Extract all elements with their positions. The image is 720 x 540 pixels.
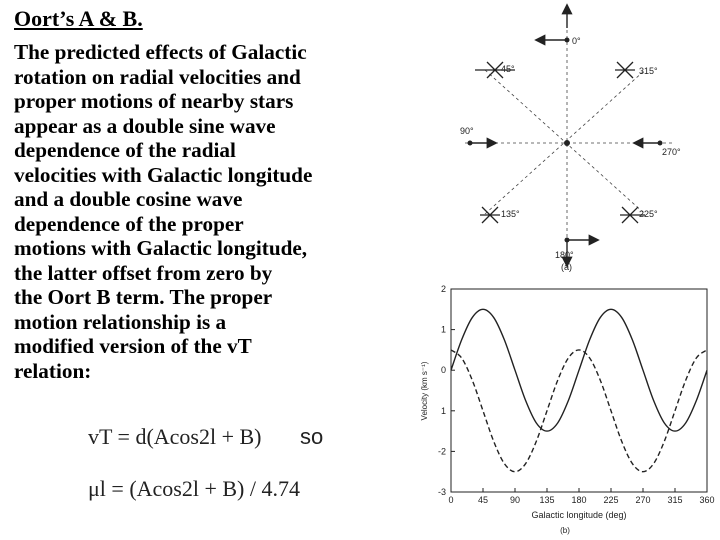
body-line: modified version of the vT: [14, 334, 252, 358]
label-0: 0°: [572, 36, 581, 46]
star-270-dot: [658, 141, 663, 146]
body-line: dependence of the radial: [14, 138, 236, 162]
x-tick-label: 225: [603, 495, 619, 505]
label-45: 45°: [501, 64, 515, 74]
label-180: 180°: [555, 250, 574, 260]
x-tick-label: 180: [571, 495, 587, 505]
star-0-dot: [565, 38, 570, 43]
velocity-chart: [415, 275, 715, 537]
panel-label-b: (b): [560, 526, 570, 535]
label-315: 315°: [639, 66, 658, 76]
y-tick-label: 1: [440, 405, 446, 416]
body-line: The predicted effects of Galactic: [14, 40, 307, 64]
x-tick-label: 0: [448, 495, 454, 505]
vt-equation: vT = d(Acos2l + B): [88, 424, 262, 449]
body-line: rotation on radial velocities and: [14, 64, 301, 89]
x-tick-label: 315: [667, 495, 683, 505]
body-line: velocities with Galactic longitude: [14, 162, 313, 187]
plot-frame: [451, 289, 707, 492]
body-line: dependence of the proper: [14, 211, 244, 236]
body-line: relation:: [14, 358, 92, 383]
y-tick-label: -3: [437, 487, 446, 497]
body-line: appear as a double sine wave: [14, 113, 276, 138]
body-line: proper motions of nearby stars: [14, 89, 294, 113]
series-line-solid: [451, 309, 707, 431]
star-90-dot: [468, 141, 473, 146]
body-line: motion relationship is a: [14, 309, 227, 334]
x-tick-label: 90: [509, 495, 521, 505]
x-tick-label: 45: [477, 495, 489, 505]
sun-dot: [564, 140, 570, 146]
y-tick-label: 2: [440, 284, 446, 294]
y-tick-label: 0: [440, 365, 446, 376]
label-225: 225°: [639, 209, 658, 219]
label-270: 270°: [662, 147, 681, 157]
x-tick-label: 360: [699, 495, 715, 505]
x-tick-label: 135: [539, 495, 555, 505]
label-135: 135°: [501, 209, 520, 219]
mu-equation-text: μl = (Acos2l + B) / 4.74: [88, 476, 300, 501]
y-tick-label: -2: [437, 446, 446, 457]
so-word: so: [300, 424, 324, 449]
x-axis-label: Galactic longitude (deg): [531, 510, 627, 520]
body-text: [14, 40, 414, 383]
body-line: and a double cosine wave: [14, 187, 243, 211]
y-tick-label: 1: [440, 324, 446, 335]
label-90: 90°: [460, 126, 474, 136]
body-line: the latter offset from zero by: [14, 260, 273, 285]
star-315: [615, 62, 635, 78]
slide-title: Oort’s A & B.: [14, 6, 143, 31]
x-tick-label: 270: [635, 495, 651, 505]
y-axis-label: Velocity (km s⁻¹): [420, 361, 429, 421]
body-line: motions with Galactic longitude,: [14, 236, 308, 260]
body-line: the Oort B term. The proper: [14, 285, 273, 309]
star-180-dot: [565, 238, 570, 243]
rotation-diagram: [445, 0, 695, 275]
panel-label-a: (a): [561, 262, 572, 272]
